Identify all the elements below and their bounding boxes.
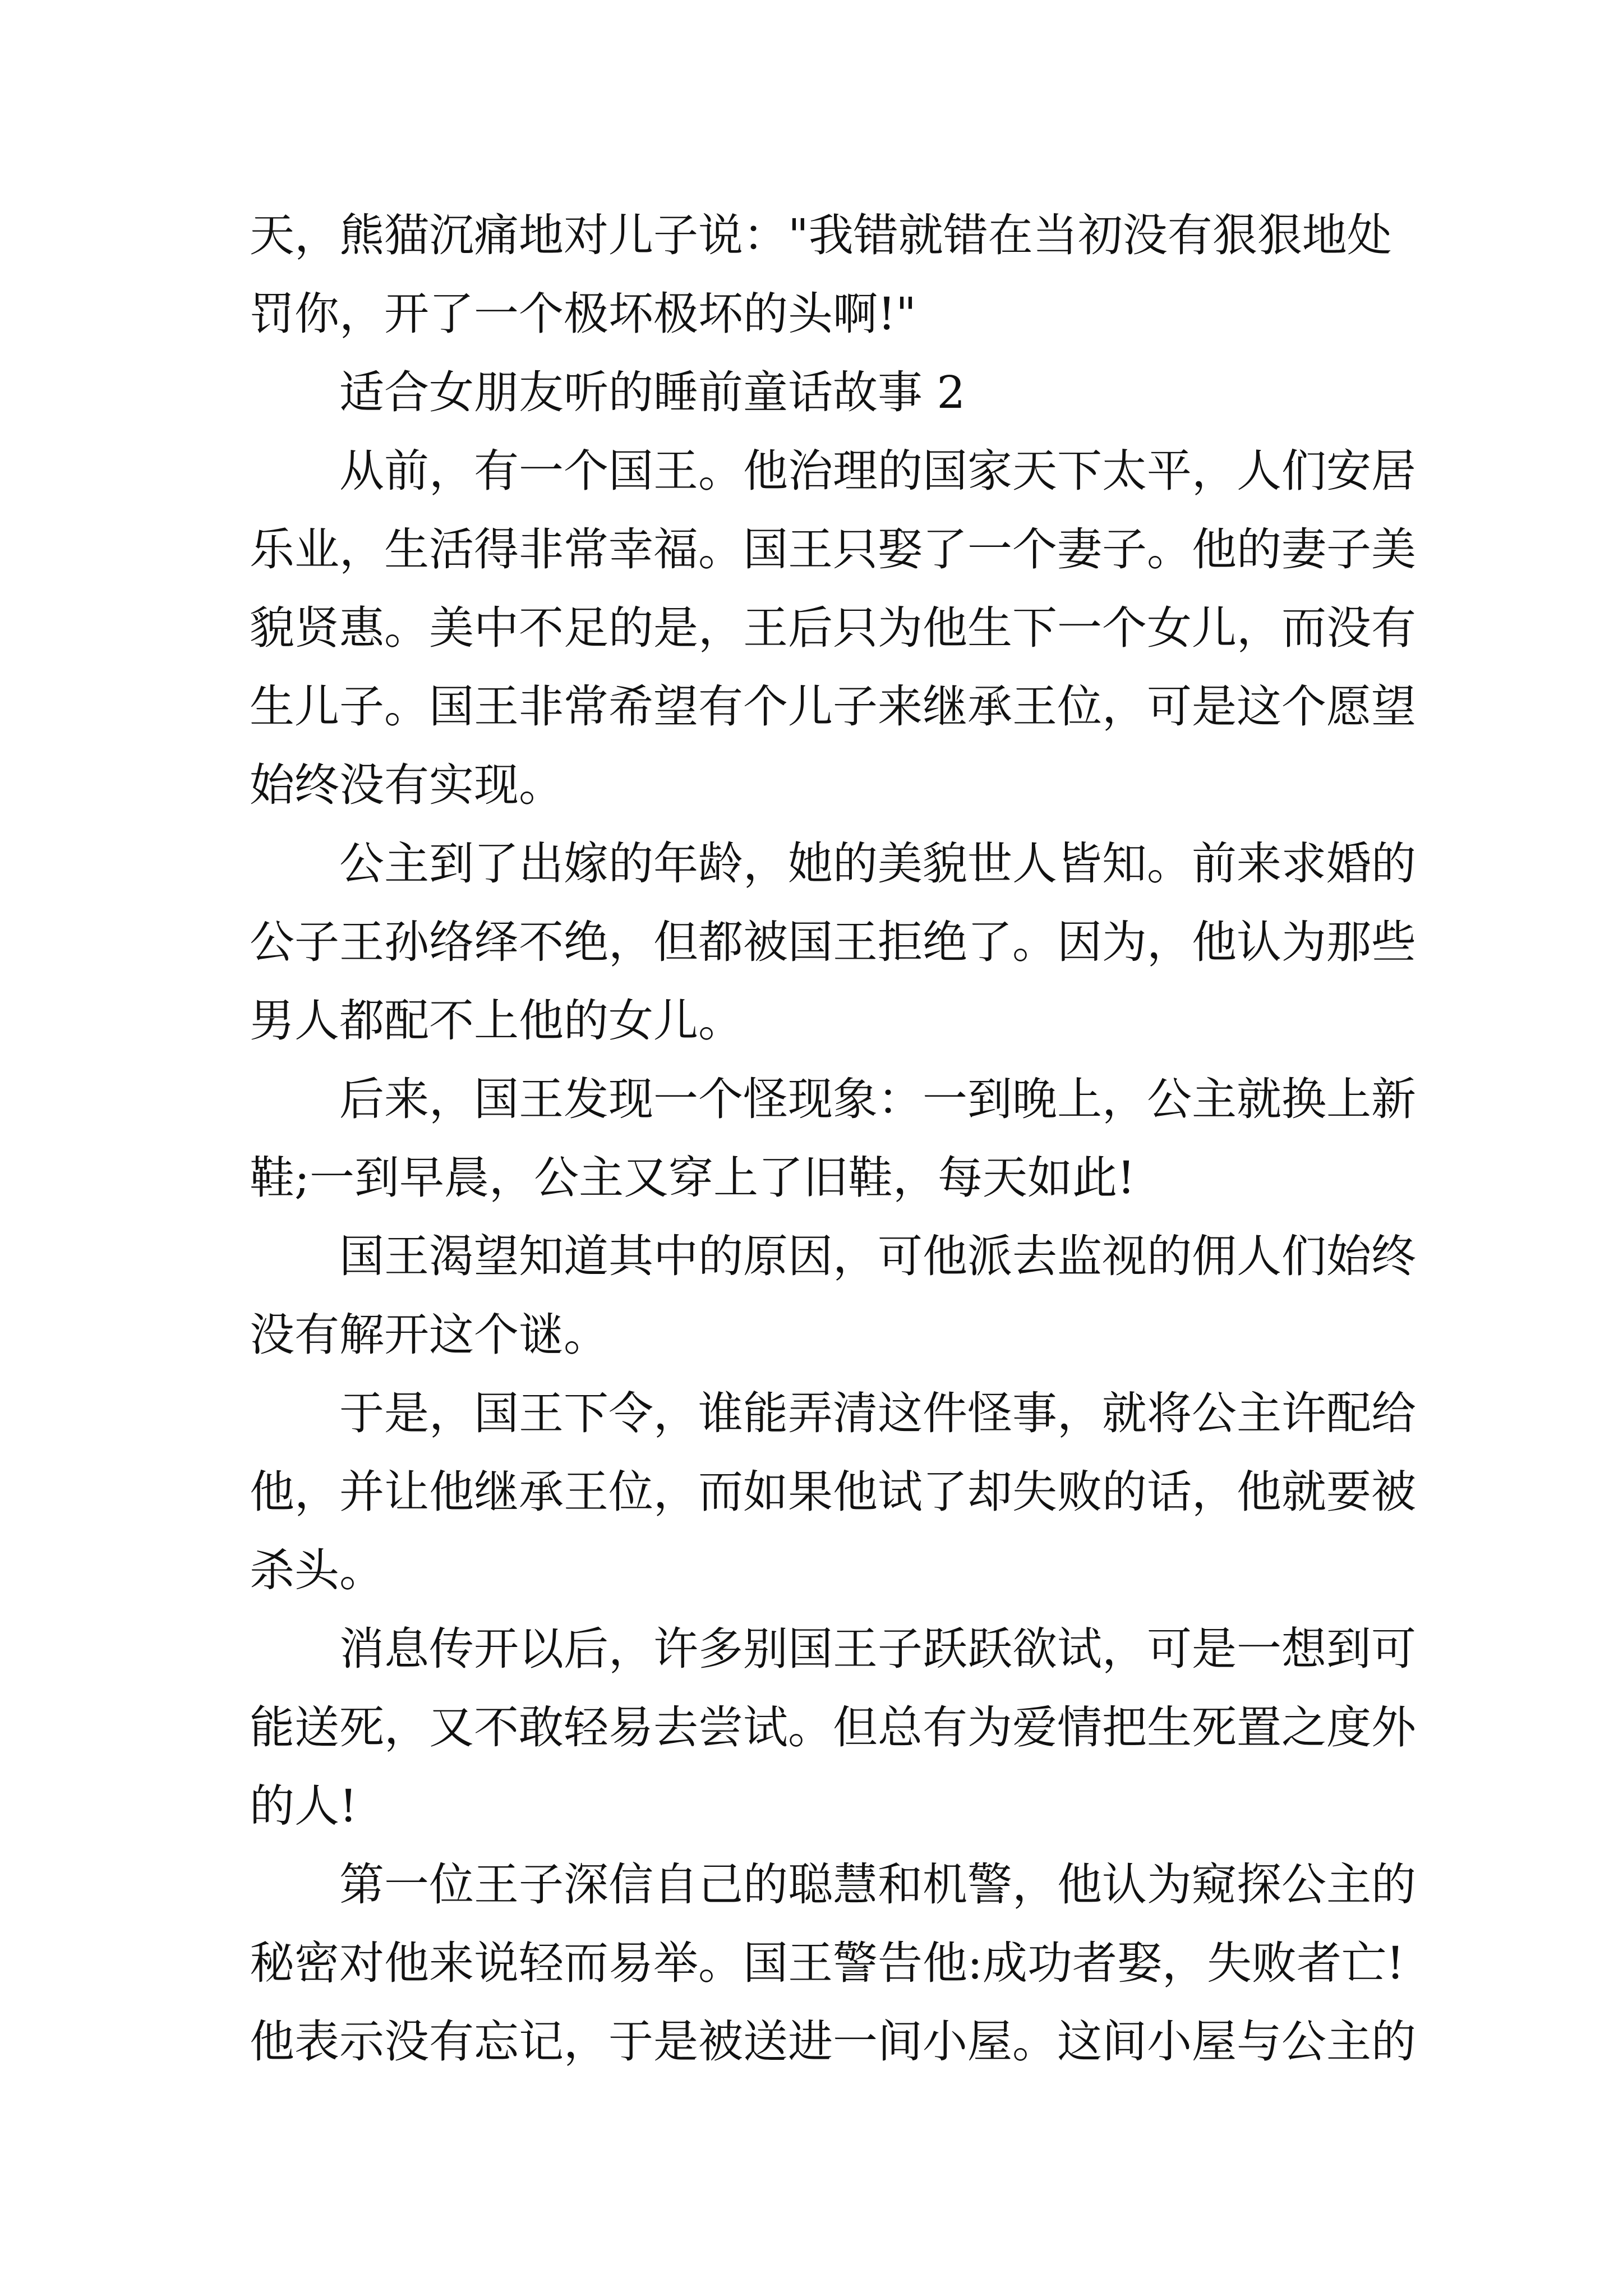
text-line: 始终没有实现。 xyxy=(250,759,564,811)
text-line: 鞋;一到早晨，公主又穿上了旧鞋，每天如此! xyxy=(250,1152,1136,1204)
paragraph-first-line: 公主到了出嫁的年龄，她的美貌世人皆知。前来求婚的 xyxy=(339,838,1416,890)
text-line: 乐业，生活得非常幸福。国王只娶了一个妻子。他的妻子美 xyxy=(250,523,1416,576)
text-line: 生儿子。国王非常希望有个儿子来继承王位，可是这个愿望 xyxy=(250,680,1416,733)
paragraph-first-line: 消息传开以后，许多别国王子跃跃欲试，可是一想到可 xyxy=(339,1623,1416,1675)
paragraph-first-line: 国王渴望知道其中的原因，可他派去监视的佣人们始终 xyxy=(339,1230,1416,1282)
text-line: 貌贤惠。美中不足的是，王后只为他生下一个女儿，而没有 xyxy=(250,602,1416,654)
text-line: 天，熊猫沉痛地对儿子说："我错就错在当初没有狠狠地处 xyxy=(250,209,1392,261)
text-line: 的人! xyxy=(250,1780,358,1832)
text-line: 杀头。 xyxy=(250,1544,384,1596)
paragraph-first-line: 后来，国王发现一个怪现象：一到晚上，公主就换上新 xyxy=(339,1073,1416,1125)
text-line: 他，并让他继承王位，而如果他试了却失败的话，他就要被 xyxy=(250,1466,1416,1518)
text-line: 公子王孙络绎不绝，但都被国王拒绝了。因为，他认为那些 xyxy=(250,916,1416,968)
paragraph-first-line: 从前，有一个国王。他治理的国家天下太平，人们安居 xyxy=(339,445,1416,497)
text-line: 秘密对他来说轻而易举。国王警告他:成功者娶，失败者亡! xyxy=(250,1937,1405,1989)
text-line: 没有解开这个谜。 xyxy=(250,1309,608,1361)
text-line: 他表示没有忘记，于是被送进一间小屋。这间小屋与公主的 xyxy=(250,2016,1416,2068)
paragraph-first-line: 第一位王子深信自己的聪慧和机警，他认为窥探公主的 xyxy=(339,1858,1416,1911)
text-line: 能送死，又不敢轻易去尝试。但总有为爱情把生死置之度外 xyxy=(250,1701,1416,1754)
text-line: 罚你，开了一个极坏极坏的头啊!" xyxy=(250,288,916,340)
paragraph-first-line: 于是，国王下令，谁能弄清这件怪事，就将公主许配给 xyxy=(339,1387,1416,1439)
section-title: 适合女朋友听的睡前童话故事 2 xyxy=(339,366,966,418)
text-line: 男人都配不上他的女儿。 xyxy=(250,995,743,1047)
